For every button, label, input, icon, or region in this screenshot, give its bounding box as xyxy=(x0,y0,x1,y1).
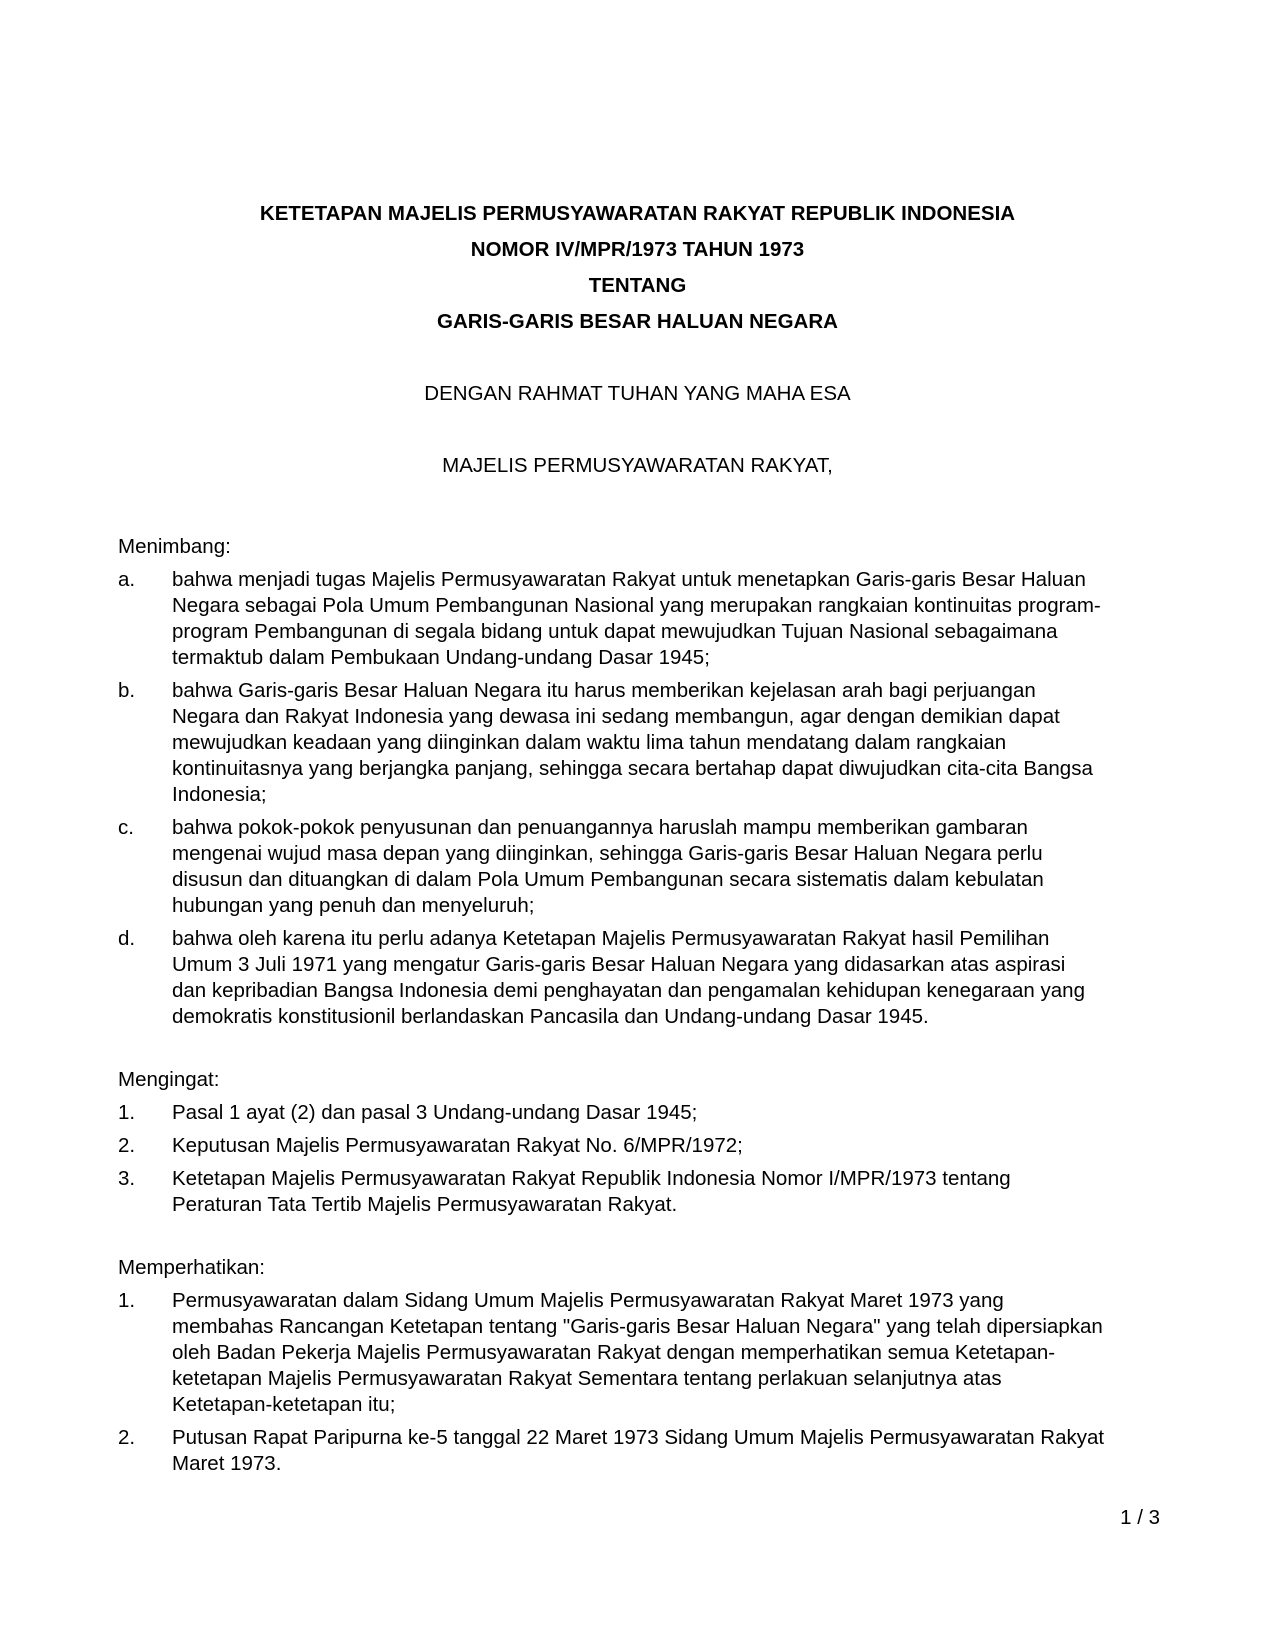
list-item-text: Permusyawaratan dalam Sidang Umum Majelis Permusyawaratan Rakyat Maret 1973 yang membahas Rancangan Ketetapan tentang "Garis-garis Besar Haluan Negara" yang telah dipersiapkan oleh Badan Pekerja Majelis Permusyawaratan Rakyat dengan memperhatikan semua Ketetapan-ketetapan Majelis Permusyawaratan Rakyat Sementara tentang perlakuan selanjutnya atas Ketetapan-ketetapan itu; xyxy=(172,1289,1103,1416)
list-item xyxy=(118,567,1105,671)
list-item-marker: d. xyxy=(118,927,136,950)
list-item-marker: a. xyxy=(118,568,136,591)
list-item-text: bahwa pokok-pokok penyusunan dan penuangannya haruslah mampu memberikan gambaran mengenai wujud masa depan yang diinginkan, sehingga Garis-garis Besar Haluan Negara perlu disusun dan dituangkan di dalam Pola Umum Pembangunan secara sistematis dalam kebulatan hubungan yang penuh dan menyeluruh; xyxy=(172,816,1044,917)
list-item-text: Ketetapan Majelis Permusyawaratan Rakyat Republik Indonesia Nomor I/MPR/1973 tentang Peraturan Tata Tertib Majelis Permusyawaratan Rakyat. xyxy=(172,1167,1011,1216)
invocation-line: DENGAN RAHMAT TUHAN YANG MAHA ESA xyxy=(424,382,851,405)
document-body xyxy=(118,534,1105,1484)
list-item xyxy=(118,1425,1105,1477)
section-menimbang xyxy=(118,534,1105,1030)
list-item xyxy=(118,1100,1105,1126)
list-item-marker: 2. xyxy=(118,1134,136,1157)
list-item-text: bahwa oleh karena itu perlu adanya Ketetapan Majelis Permusyawaratan Rakyat hasil Pemilihan Umum 3 Juli 1971 yang mengatur Garis-garis Besar Haluan Negara yang didasarkan atas aspirasi dan kepribadian Bangsa Indonesia demi penghayatan dan pengamalan kehidupan kenegaraan yang demokratis konstitusionil berlandaskan Pancasila dan Undang-undang Dasar 1945. xyxy=(172,927,1085,1028)
section-memperhatikan xyxy=(118,1255,1105,1477)
opening-line: MAJELIS PERMUSYAWARATAN RAKYAT, xyxy=(442,454,833,477)
list-item xyxy=(118,1288,1105,1418)
document-title-line-3: TENTANG xyxy=(588,274,687,297)
document-title-block xyxy=(0,196,1275,479)
list-item xyxy=(118,1166,1105,1218)
list-item-text: Putusan Rapat Paripurna ke-5 tanggal 22 Maret 1973 Sidang Umum Majelis Permusyawaratan Rakyat Maret 1973. xyxy=(172,1426,1105,1475)
list-item-marker: b. xyxy=(118,679,136,702)
document-title-line-2: NOMOR IV/MPR/1973 TAHUN 1973 xyxy=(470,238,805,261)
document-title-line-4: GARIS-GARIS BESAR HALUAN NEGARA xyxy=(437,310,838,333)
section-mengingat xyxy=(118,1067,1105,1218)
list-item-text: bahwa menjadi tugas Majelis Permusyawaratan Rakyat untuk menetapkan Garis-garis Besar Haluan Negara sebagai Pola Umum Pembangunan Nasional yang merupakan rangkaian kontinuitas program-program Pembangunan di segala bidang untuk dapat mewujudkan Tujuan Nasional sebagaimana termaktub dalam Pembukaan Undang-undang Dasar 1945; xyxy=(172,568,1101,669)
list-item-text: Pasal 1 ayat (2) dan pasal 3 Undang-undang Dasar 1945; xyxy=(172,1101,698,1124)
list-item-marker: 1. xyxy=(118,1289,136,1312)
page-number: 1 / 3 xyxy=(1120,1506,1160,1529)
list-item xyxy=(118,1133,1105,1159)
list-item xyxy=(118,815,1105,919)
section-heading: Memperhatikan: xyxy=(118,1256,265,1279)
document-title-line-1: KETETAPAN MAJELIS PERMUSYAWARATAN RAKYAT REPUBLIK INDONESIA xyxy=(259,202,1016,225)
section-heading: Mengingat: xyxy=(118,1068,220,1091)
list-item xyxy=(118,678,1105,808)
list-item-marker: c. xyxy=(118,816,134,839)
section-heading: Menimbang: xyxy=(118,535,231,558)
list-item-marker: 2. xyxy=(118,1426,136,1449)
list-item xyxy=(118,926,1105,1030)
list-item-text: Keputusan Majelis Permusyawaratan Rakyat No. 6/MPR/1972; xyxy=(172,1134,743,1157)
list-item-marker: 1. xyxy=(118,1101,136,1124)
list-item-marker: 3. xyxy=(118,1167,136,1190)
list-item-text: bahwa Garis-garis Besar Haluan Negara itu harus memberikan kejelasan arah bagi perjuangan Negara dan Rakyat Indonesia yang dewasa ini sedang membangun, agar dengan demikian dapat mewujudkan keadaan yang diinginkan dalam waktu lima tahun mendatang dalam rangkaian kontinuitasnya yang berjangka panjang, sehingga secara bertahap dapat diwujudkan cita-cita Bangsa Indonesia; xyxy=(172,679,1093,806)
